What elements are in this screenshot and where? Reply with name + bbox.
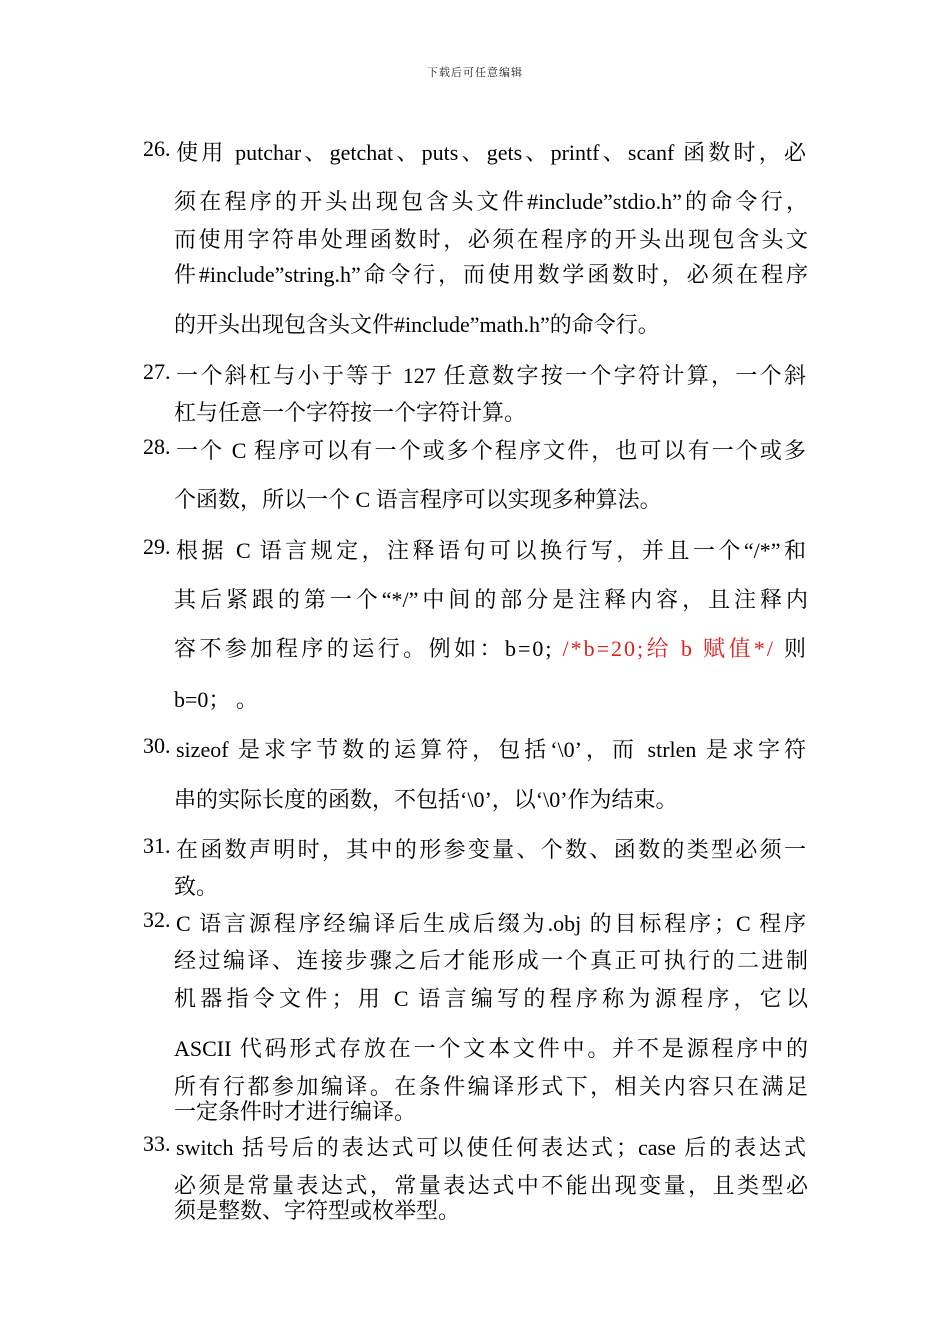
- item-line: 所有行都参加编译。在条件编译形式下，相关内容只在满足: [174, 1074, 808, 1099]
- item-number: 29.: [143, 534, 171, 559]
- item-number: 32.: [143, 907, 171, 932]
- item-line: 致。: [174, 874, 219, 899]
- item-line: C 语言源程序经编译后生成后缀为.obj 的目标程序；C 程序: [176, 911, 806, 936]
- item-line: 一个斜杠与小于等于 127 任意数字按一个字符计算，一个斜: [176, 363, 806, 388]
- item-line: 须在程序的开头出现包含头文件#include”stdio.h”的命令行，: [174, 189, 808, 214]
- code-text: 则: [775, 636, 808, 661]
- item-line: 机器指令文件；用 C 语言编写的程序称为源程序，它以: [174, 986, 808, 1011]
- item-number: 31.: [143, 833, 171, 858]
- item-number: 33.: [143, 1131, 171, 1156]
- item-number: 27.: [143, 359, 171, 384]
- item-line-with-comment: [174, 632, 808, 663]
- item-line: 须是整数、字符型或枚举型。: [174, 1198, 461, 1223]
- item-number: 30.: [143, 733, 171, 758]
- item-line: 个函数，所以一个 C 语言程序可以实现多种算法。: [174, 487, 662, 512]
- code-text: 容不参加程序的运行。例如：b=0;: [174, 636, 563, 661]
- item-line: 其后紧跟的第一个“*/”中间的部分是注释内容，且注释内: [174, 587, 808, 612]
- item-number: 28.: [143, 434, 171, 459]
- item-line: 的开头出现包含头文件#include”math.h”的命令行。: [174, 312, 660, 337]
- page-header: 下载后可任意编辑: [427, 67, 523, 79]
- item-line: switch 括号后的表达式可以使任何表达式；case 后的表达式: [176, 1135, 806, 1160]
- item-line: 而使用字符串处理函数时，必须在程序的开头出现包含头文: [174, 227, 808, 252]
- item-number: 26.: [143, 136, 171, 161]
- item-line: 一个 C 程序可以有一个或多个程序文件，也可以有一个或多: [176, 438, 806, 463]
- item-line: 在函数声明时，其中的形参变量、个数、函数的类型必须一: [176, 837, 806, 862]
- item-line: 一定条件时才进行编译。: [174, 1099, 417, 1124]
- item-line: sizeof 是求字节数的运算符，包括‘\0’，而 strlen 是求字符: [176, 737, 806, 762]
- item-line: 使用 putchar、getchat、puts、gets、printf、scanf 函数时，必: [176, 140, 806, 165]
- item-line: 杠与任意一个字符按一个字符计算。: [174, 400, 527, 425]
- item-line: 根据 C 语言规定，注释语句可以换行写，并且一个“/*”和: [176, 538, 806, 563]
- item-line: ASCII 代码形式存放在一个文本文件中。并不是源程序中的: [174, 1036, 808, 1061]
- item-line: b=0； 。: [174, 687, 258, 712]
- item-line: 经过编译、连接步骤之后才能形成一个真正可执行的二进制: [174, 948, 808, 973]
- item-line: 件#include”string.h”命令行，而使用数学函数时，必须在程序: [174, 262, 808, 287]
- item-line: 串的实际长度的函数，不包括‘\0’，以‘\0’作为结束。: [174, 787, 678, 812]
- code-comment: /*b=20;给 b 赋值*/: [562, 636, 776, 661]
- item-line: 必须是常量表达式，常量表达式中不能出现变量，且类型必: [174, 1173, 808, 1198]
